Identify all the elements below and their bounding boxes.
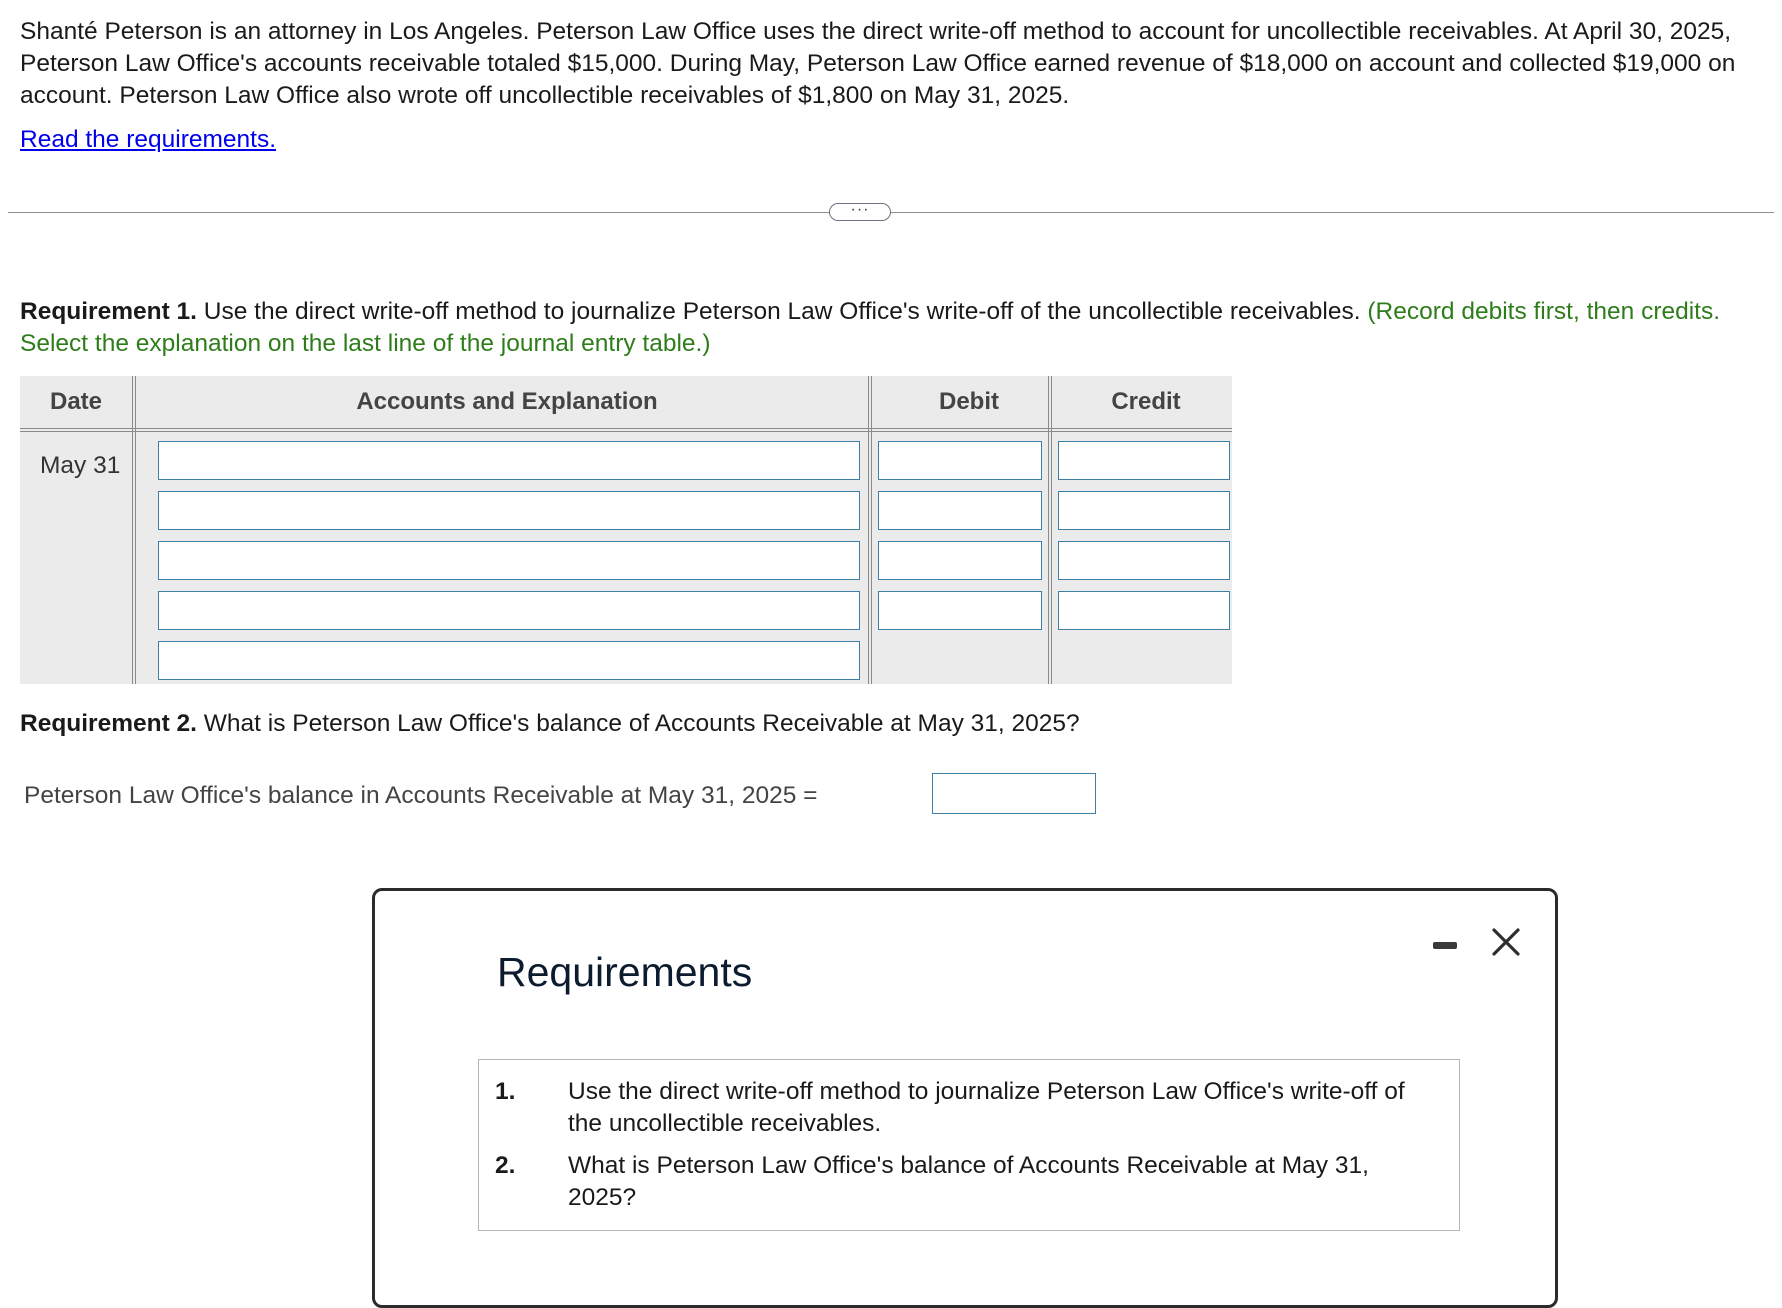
close-button[interactable]	[1489, 925, 1523, 959]
list-item-text: What is Peterson Law Office's balance of Accounts Receivable at May 31, 2025?	[568, 1152, 1369, 1211]
balance-label: Peterson Law Office's balance in Accounts Receivable at May 31, 2025 =	[24, 782, 818, 809]
column-divider	[868, 376, 872, 684]
requirement-2-prompt	[20, 710, 1080, 738]
header-date: Date	[49, 388, 103, 415]
debit-input-4[interactable]	[878, 591, 1042, 630]
requirement-1-instruction: (Record debits first, then credits. Select the explanation on the last line of the journal entry table.)	[20, 298, 1721, 357]
column-divider	[132, 376, 136, 684]
section-divider	[8, 212, 1774, 213]
credit-input-2[interactable]	[1058, 491, 1230, 530]
header-debit: Debit	[939, 388, 999, 415]
requirement-1-prompt	[20, 296, 1760, 360]
column-divider	[1048, 376, 1052, 684]
dialog-title: Requirements	[497, 949, 753, 995]
credit-input-3[interactable]	[1058, 541, 1230, 580]
explanation-input[interactable]	[158, 641, 860, 680]
header-accounts: Accounts and Explanation	[356, 388, 658, 415]
minimize-button[interactable]	[1430, 926, 1460, 956]
debit-input-2[interactable]	[878, 491, 1042, 530]
account-input-2[interactable]	[158, 491, 860, 530]
list-item-number: 1.	[495, 1078, 516, 1105]
journal-entry-table	[20, 376, 1232, 684]
requirement-1-label: Requirement 1.	[20, 298, 197, 325]
debit-input-3[interactable]	[878, 541, 1042, 580]
minimize-icon	[1433, 942, 1457, 949]
balance-input[interactable]	[932, 773, 1096, 814]
requirement-1-text: Use the direct write-off method to journalize Peterson Law Office's write-off of the uncollectible receivables.	[197, 298, 1368, 325]
read-requirements-link[interactable]: Read the requirements.	[20, 126, 277, 153]
account-input-1[interactable]	[158, 441, 860, 480]
expand-more-button[interactable]: ···	[829, 203, 891, 221]
list-item-number: 2.	[495, 1152, 516, 1179]
header-credit: Credit	[1111, 388, 1181, 415]
requirement-2-label: Requirement 2.	[20, 710, 197, 737]
debit-input-1[interactable]	[878, 441, 1042, 480]
close-icon	[1489, 925, 1523, 959]
account-input-4[interactable]	[158, 591, 860, 630]
list-item-text: Use the direct write-off method to journalize Peterson Law Office's write-off of the uncollectible receivables.	[568, 1078, 1405, 1137]
credit-input-1[interactable]	[1058, 441, 1230, 480]
requirements-dialog	[372, 888, 1558, 1308]
requirements-list	[478, 1059, 1460, 1231]
credit-input-4[interactable]	[1058, 591, 1230, 630]
requirement-2-text: What is Peterson Law Office's balance of Accounts Receivable at May 31, 2025?	[197, 710, 1080, 737]
problem-statement: Shanté Peterson is an attorney in Los Angeles. Peterson Law Office uses the direct write-off method to account for uncollectible receivables. At April 30, 2025, Peterson Law Office's accounts receivable totaled $15,000. During May, Peterson Law Office earned revenue of $18,000 on account and collected $19,000 on account. Peterson Law Office also wrote off uncollectible receivables of $1,800 on May 31, 2025.	[20, 18, 1736, 109]
date-cell: May 31	[40, 452, 121, 479]
account-input-3[interactable]	[158, 541, 860, 580]
